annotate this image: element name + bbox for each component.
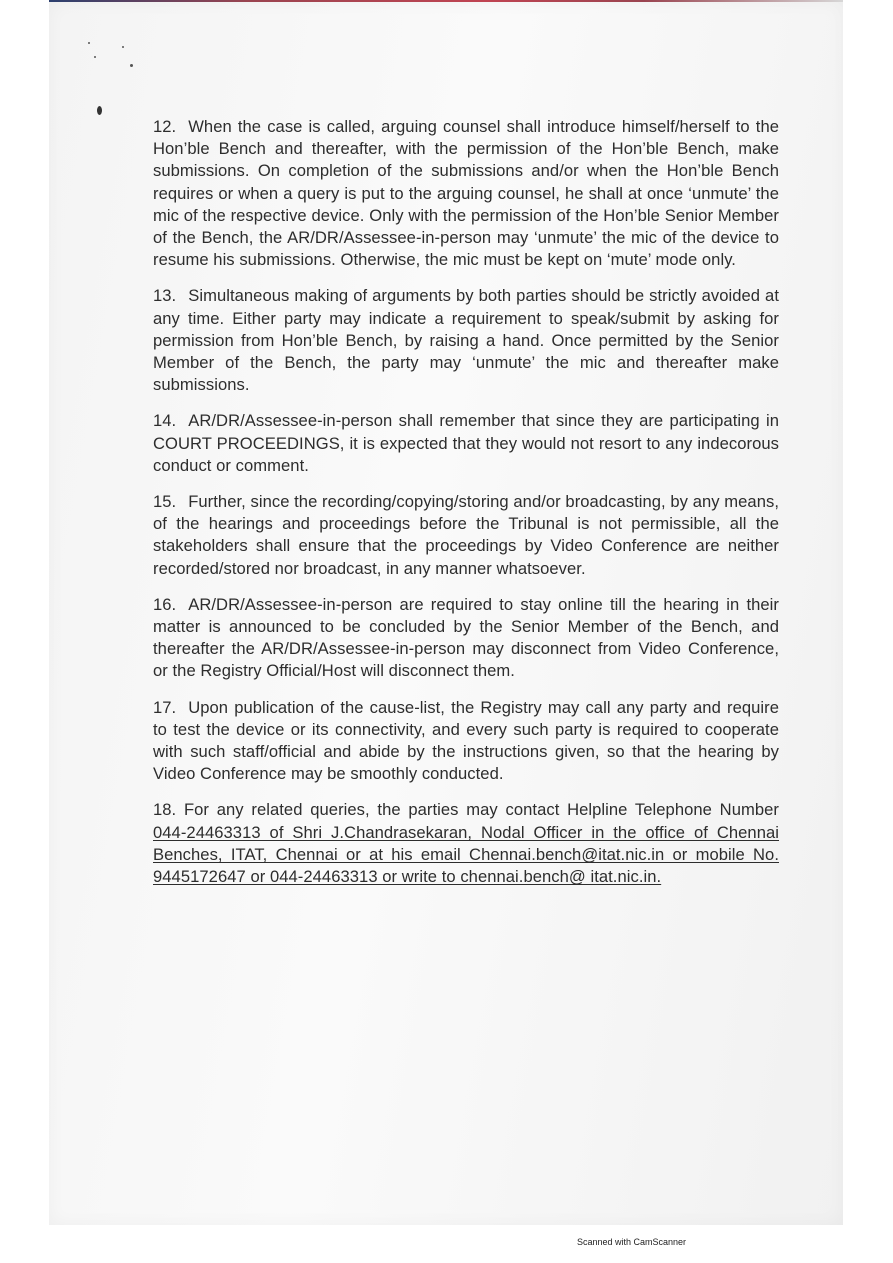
paragraph-12 bbox=[153, 116, 779, 271]
scan-specks bbox=[80, 36, 140, 126]
document-body bbox=[153, 116, 779, 902]
paragraph-number: 12. bbox=[153, 117, 177, 136]
paragraph-number: 13. bbox=[153, 286, 177, 306]
paragraph-text: Further, since the recording/copying/storing and/or broadcasting, by any means, of the hearings and proceedings before the Tribunal is not permissible, all the stakeholders shall ensure that the proceedings by Video Conference are neither recorded/stored nor broadcast, in any manner whatsoever. bbox=[153, 492, 779, 578]
paragraph-number: 16. bbox=[153, 594, 177, 614]
paragraph-text: AR/DR/Assessee-in-person are required to stay online till the hearing in their matter is announced to be concluded by the Senior Member of the Bench, and thereafter the AR/DR/Assessee-in-person may disconnect from Video Conference, or the Registry Official/Host will disconnect them. bbox=[153, 594, 779, 681]
paragraph-text: For any related queries, the parties may contact Helpline Telephone Number bbox=[183, 800, 779, 820]
paragraph-text: AR/DR/Assessee-in-person shall remember that since they are participating in COURT PROCEEDINGS, it is expected that they would not resort to any indecorous conduct or comment. bbox=[153, 411, 779, 475]
paragraph-13 bbox=[153, 285, 779, 396]
paragraph-number: 18. bbox=[153, 800, 177, 820]
paragraph-text: Upon publication of the cause-list, the Registry may call any party and require to test the device or its connectivity, and every such party is required to cooperate with such staff/official and abide by the instructions given, so that the hearing by Video Conference may be smoothly conducted. bbox=[153, 697, 779, 784]
paragraph-number: 14. bbox=[153, 411, 177, 431]
paragraph-number: 17. bbox=[153, 697, 177, 717]
paragraph-15 bbox=[153, 491, 779, 580]
helpline-contact-underlined: 044-24463313 of Shri J.Chandrasekaran, Nodal Officer in the office of Chennai Benches, ITAT, Chennai or at his email Chennai.bench@itat.nic.in or mobile No. 9445172647 or 044-24463313 or write to chennai.bench@ itat.nic.in. bbox=[153, 822, 779, 887]
camscanner-watermark: Scanned with CamScanner bbox=[577, 1237, 687, 1247]
paragraph-17 bbox=[153, 697, 779, 786]
paragraph-text: Simultaneous making of arguments by both parties should be strictly avoided at any time. Either party may indicate a requirement to speak/submit by asking for permission from Hon’ble Bench, by raising a hand. Once permitted by the Senior Member of the Bench, the party may ‘unmute’ the mic and thereafter make submissions. bbox=[153, 286, 779, 395]
paragraph-number: 15. bbox=[153, 492, 177, 512]
paragraph-14 bbox=[153, 410, 779, 477]
paragraph-18 bbox=[153, 799, 779, 888]
paragraph-text: When the case is called, arguing counsel shall introduce himself/herself to the Hon’ble Bench and thereafter, with the permission of the Hon’ble Bench, make submissions. On completion of the submissions and/or when the Hon’ble Bench requires or when a query is put to the arguing counsel, he shall at once ‘unmute’ the mic of the respective device. Only with the permission of the Hon’ble Senior Member of the Bench, the AR/DR/Assessee-in-person may ‘unmute’ the mic of the device to resume his submissions. Otherwise, the mic must be kept on ‘mute’ mode only. bbox=[153, 117, 779, 270]
paragraph-16 bbox=[153, 594, 779, 683]
